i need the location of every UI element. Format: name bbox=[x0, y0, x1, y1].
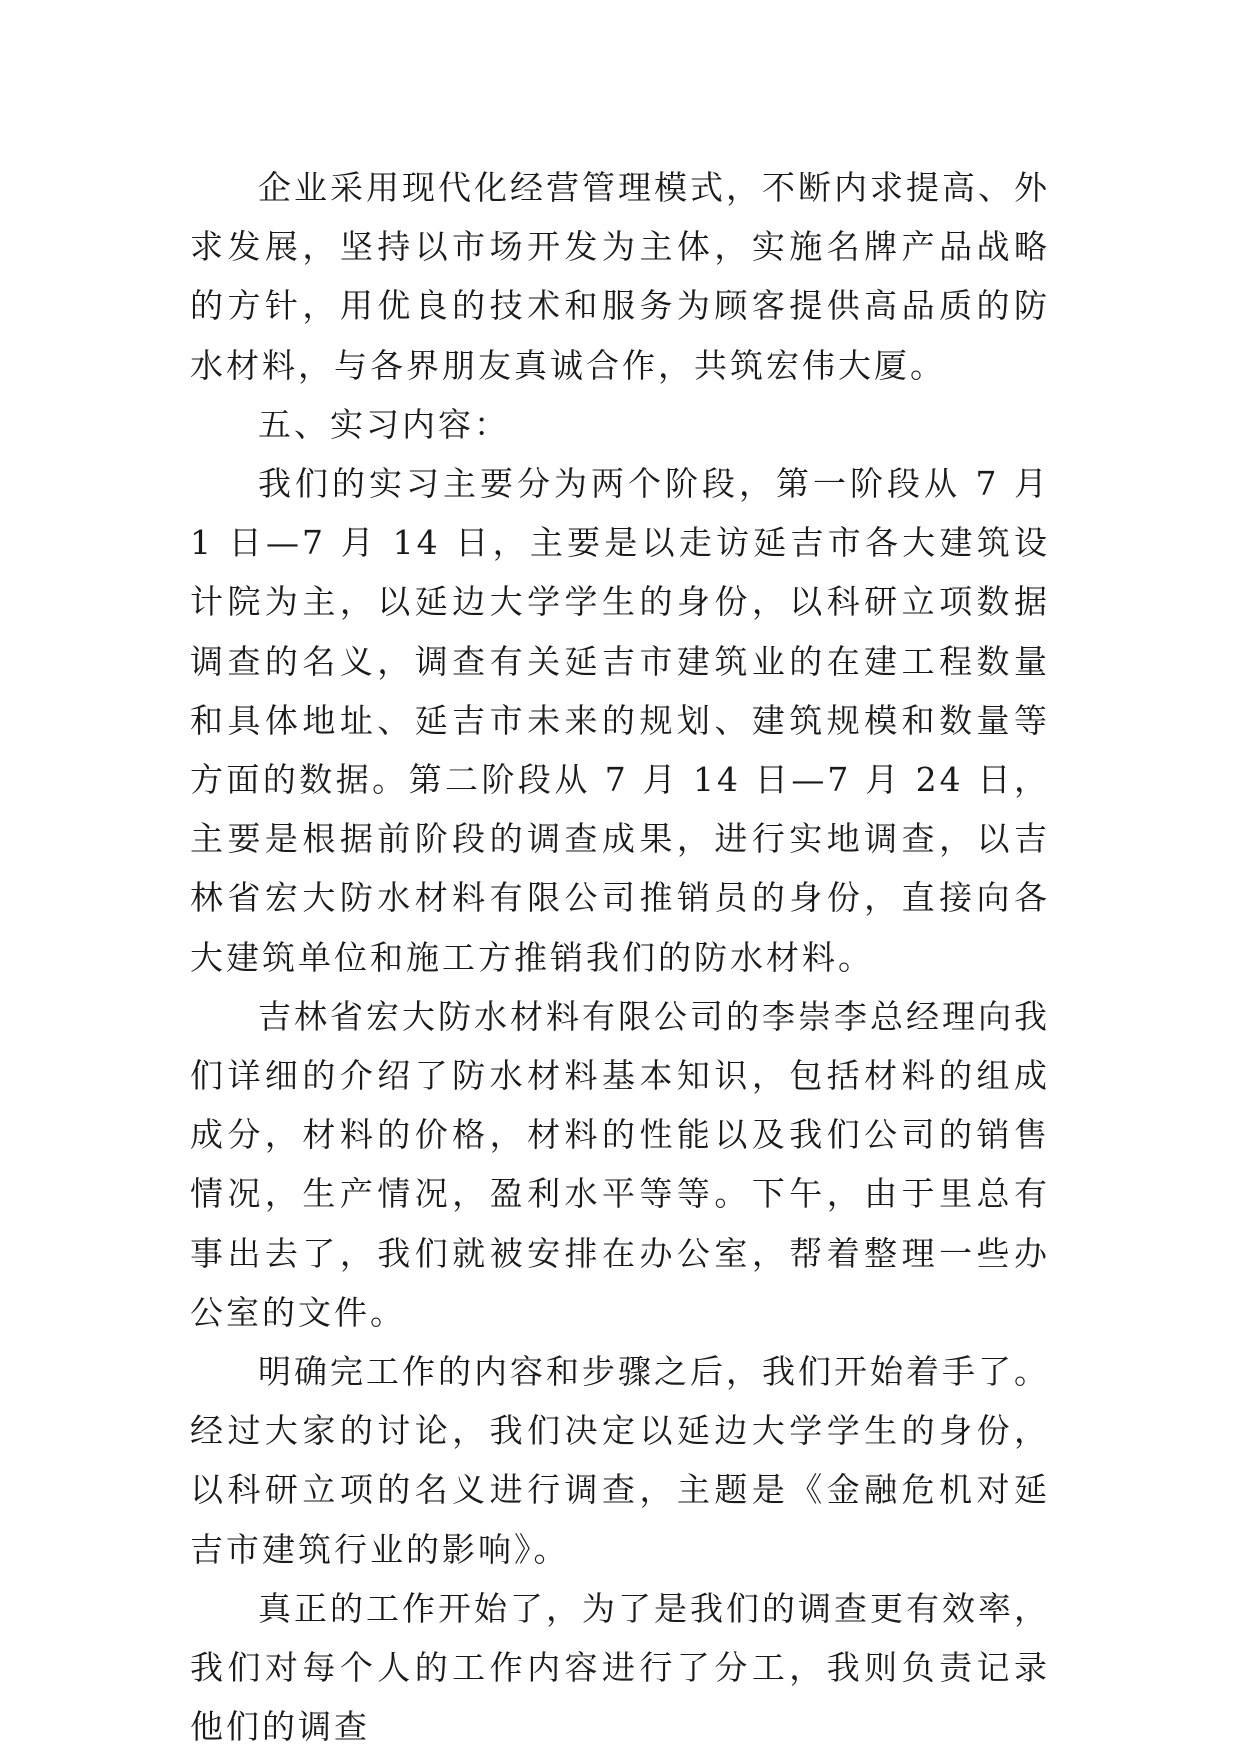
paragraph-manager-introduction: 吉林省宏大防水材料有限公司的李崇李总经理向我们详细的介绍了防水材料基本知识，包括材料的组成成分，材料的价格，材料的性能以及我们公司的销售情况，生产情况，盈利水平等等。下午，由于里总有事出去了，我们就被安排在办公室，帮着整理一些办公室的文件。 bbox=[190, 996, 1050, 1332]
paragraph-internship-stages: 我们的实习主要分为两个阶段，第一阶段从 7 月 1 日—7 月 14 日，主要是以走访延吉市各大建筑设计院为主，以延边大学学生的身份，以科研立项数据调查的名义，调查有关延吉市建筑业的在建工程数量和具体地址、延吉市未来的规划、建筑规模和数量等方面的数据。第二阶段从 7 月 14 日—7 月 24 日，主要是根据前阶段的调查成果，进行实地调查，以吉林省宏大防水材料有限公司推销员的身份，直接向各大建筑单位和施工方推销我们的防水材料。 bbox=[190, 464, 1050, 977]
paragraph-survey-plan: 明确完工作的内容和步骤之后，我们开始着手了。经过大家的讨论，我们决定以延边大学学生的身份，以科研立项的名义进行调查，主题是《金融危机对延吉市建筑行业的影响》。 bbox=[190, 1352, 1050, 1569]
section-heading-internship-content: 五、实习内容： bbox=[258, 404, 510, 444]
paragraph-company-philosophy: 企业采用现代化经营管理模式，不断内求提高、外求发展，坚持以市场开发为主体，实施名牌产品战略的方针，用优良的技术和服务为顾客提供高品质的防水材料，与各界朋友真诚合作，共筑宏伟大厦。 bbox=[190, 168, 1050, 385]
paragraph-work-division: 真正的工作开始了，为了是我们的调查更有效率，我们对每个人的工作内容进行了分工，我则负责记录他们的调查 bbox=[190, 1588, 1050, 1747]
document-body bbox=[190, 158, 1050, 1756]
